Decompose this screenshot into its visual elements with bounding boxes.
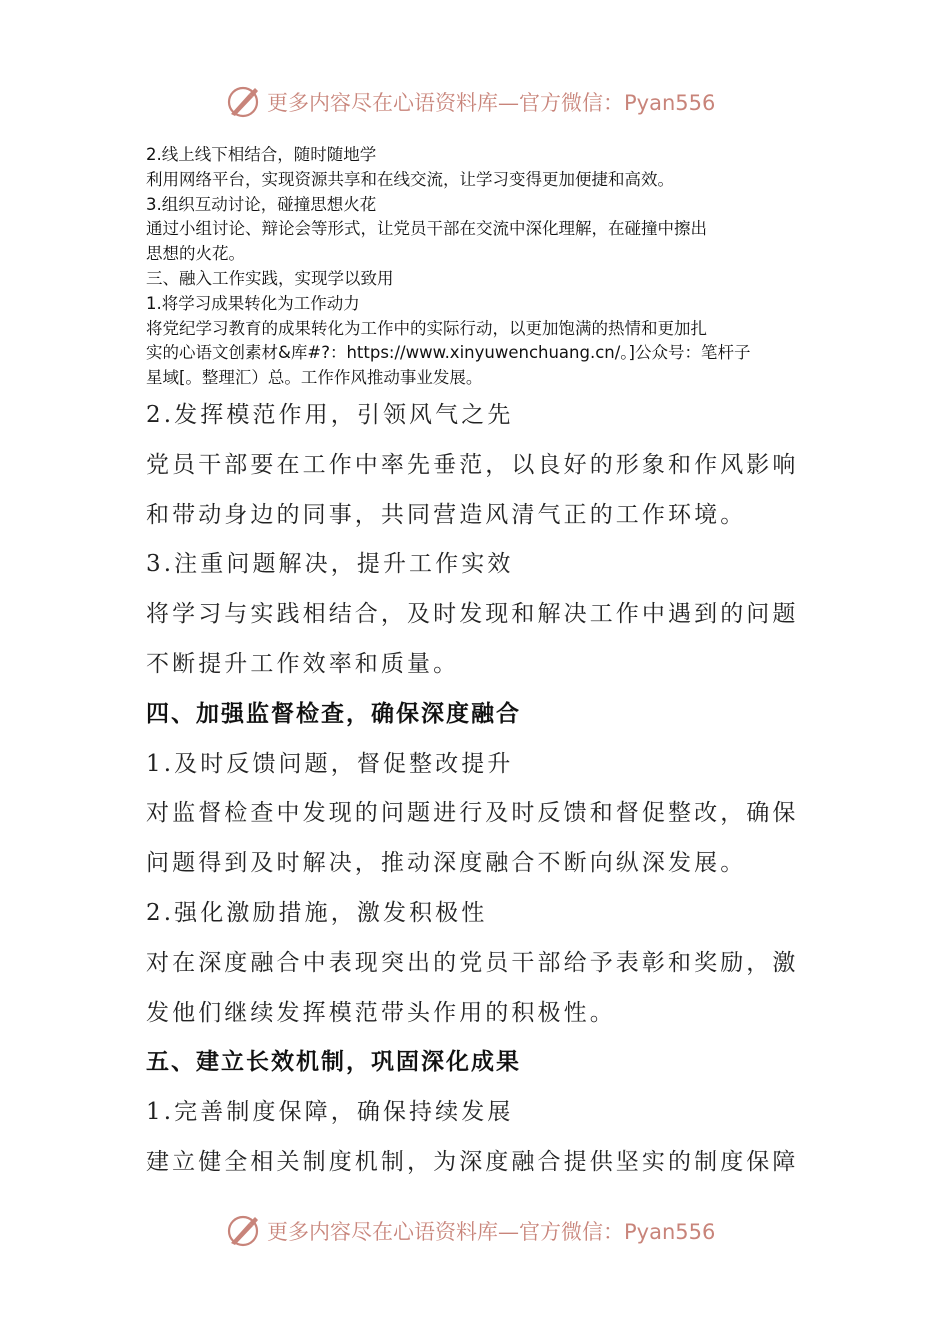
watermark-text bbox=[267, 87, 715, 117]
watermark-banner-top bbox=[225, 82, 745, 122]
text-line: 通过小组讨论、辩论会等形式，让党员干部在交流中深化理解，在碰撞中擦出 bbox=[146, 219, 707, 239]
text-line: 1.完善制度保障，确保持续发展 bbox=[146, 1099, 514, 1126]
text-line: 发他们继续发挥模范带头作用的积极性。 bbox=[146, 999, 616, 1026]
text-line: 实的心语文创素材&库#?：https://www.xinyuwenchuang.cn/。]公众号：笔杆子 bbox=[146, 343, 751, 363]
section-heading: 四、加强监督检查，确保深度融合 bbox=[146, 700, 521, 727]
text-line: 1.及时反馈问题，督促整改提升 bbox=[146, 750, 514, 777]
text-line: 2.强化激励措施，激发积极性 bbox=[146, 899, 488, 926]
section-heading: 五、建立长效机制，巩固深化成果 bbox=[146, 1049, 521, 1076]
text-line: 问题得到及时解决，推动深度融合不断向纵深发展。 bbox=[146, 850, 747, 877]
text-line: 1.将学习成果转化为工作动力 bbox=[146, 293, 360, 313]
watermark-text-en: Pyan556 bbox=[624, 1220, 716, 1244]
text-line: 3.组织互动讨论，碰撞思想火花 bbox=[146, 194, 377, 214]
text-line: 星域[。整理汇）总。工作作风推动事业发展。 bbox=[146, 368, 483, 388]
text-line: 建立健全相关制度机制，为深度融合提供坚实的制度保障 bbox=[146, 1148, 799, 1175]
pen-in-circle-icon bbox=[225, 84, 261, 120]
watermark-text-cn: 更多内容尽在心语资料库—官方微信： bbox=[267, 91, 624, 115]
text-line: 不断提升工作效率和质量。 bbox=[146, 650, 460, 677]
text-line: 和带动身边的同事，共同营造风清气正的工作环境。 bbox=[146, 501, 747, 528]
text-line: 2.发挥模范作用，引领风气之先 bbox=[146, 401, 514, 428]
text-line: 将学习与实践相结合，及时发现和解决工作中遇到的问题 bbox=[146, 601, 799, 628]
text-line: 将党纪学习教育的成果转化为工作中的实际行动，以更加饱满的热情和更加扎 bbox=[146, 318, 707, 338]
document-body bbox=[146, 143, 808, 1188]
text-line: 对在深度融合中表现突出的党员干部给予表彰和奖励，激 bbox=[146, 949, 799, 976]
text-line: 2.线上线下相结合，随时随地学 bbox=[146, 145, 377, 164]
text-line: 党员干部要在工作中率先垂范，以良好的形象和作风影响 bbox=[146, 451, 799, 478]
text-line: 3.注重问题解决，提升工作实效 bbox=[146, 551, 514, 578]
watermark-text-en: Pyan556 bbox=[624, 91, 716, 115]
text-line: 思想的火花。 bbox=[146, 244, 245, 264]
watermark-text bbox=[267, 1216, 715, 1246]
watermark-text-cn: 更多内容尽在心语资料库—官方微信： bbox=[267, 1220, 624, 1244]
text-line: 对监督检查中发现的问题进行及时反馈和督促整改，确保 bbox=[146, 800, 799, 827]
text-line: 三、融入工作实践，实现学以致用 bbox=[146, 268, 394, 288]
text-line: 利用网络平台，实现资源共享和在线交流，让学习变得更加便捷和高效。 bbox=[146, 169, 674, 189]
pen-in-circle-icon bbox=[225, 1213, 261, 1249]
watermark-banner-bottom bbox=[225, 1211, 745, 1251]
